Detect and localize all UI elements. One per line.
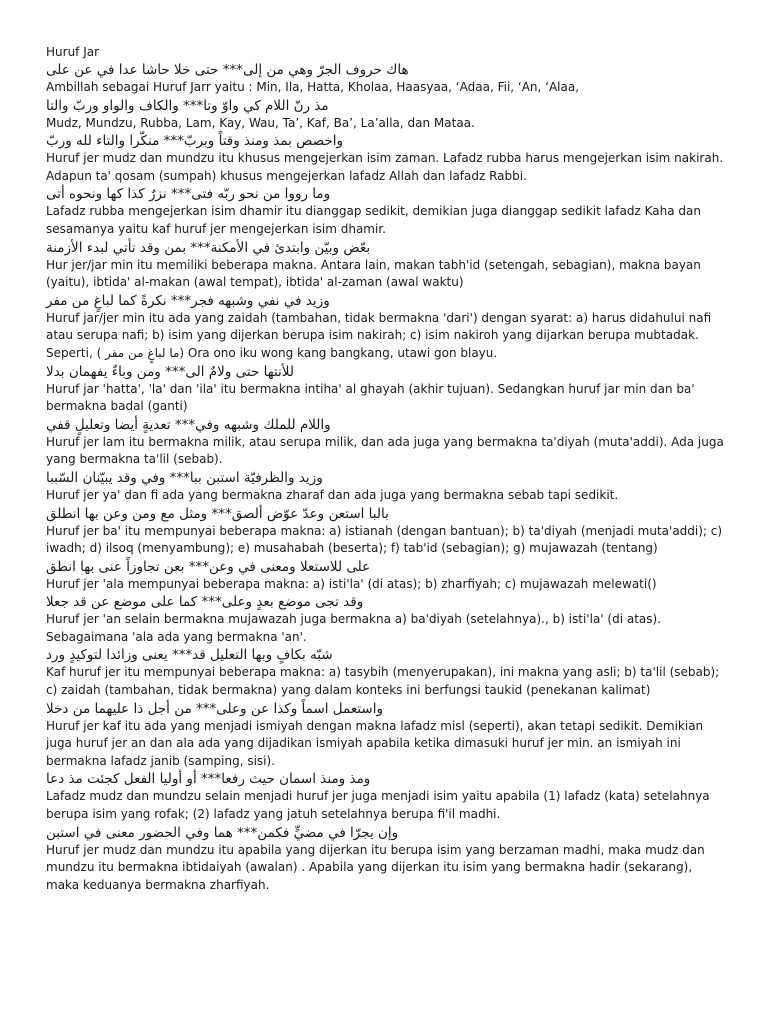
latin-explanation: Huruf jar 'hatta', 'la' dan 'ila' itu bermakna intiha' al ghayah (akhir tujuan). Sedangkan huruf jar min dan ba' bermakna badal (ganti)	[46, 381, 695, 414]
arabic-verse: شبّه بكافٍ وبها التعليل قد*** يعنى وزائدا لتوكيدٍ ورد	[46, 647, 333, 664]
latin-explanation: Huruf jer mudz dan mundzu itu apabila yang dijerkan itu berupa isim yang berzaman madhi, maka mudz dan mundzu itu bermakna ibtidaiyah (awalan) . Apabila yang dijerkan itu isim yang bermakna hadir (sekarang), maka keduanya bermakna zharfiyah.	[46, 842, 705, 892]
arabic-verse: مذ رنّ اللام كي واوّ وتا*** والكاف والواو وربّ والتا	[46, 97, 329, 114]
document-body	[46, 61, 726, 894]
document-page	[46, 44, 726, 894]
document-title: Huruf Jar	[46, 45, 100, 59]
latin-explanation: Huruf jer ba' itu mempunyai beberapa makna: a) istianah (dengan bantuan); b) ta'diyah (menjadi muta'addi); c) iwadh; d) ilsoq (menyambung); e) musahabah (beserta); f) tab'id (sebagian); g) mujawazah (tentang)	[46, 523, 723, 556]
latin-explanation: Huruf jer 'ala mempunyai beberapa makna: a) isti'la' (di atas); b) zharfiyah; c) mujawazah melewati()	[46, 576, 657, 591]
arabic-verse: وإن يجرّا في مضيٍّ فكمن*** هما وفي الحضور معنى في استبن	[46, 824, 399, 841]
latin-explanation: Mudz, Mundzu, Rubba, Lam, Kay, Wau, Ta’, Kaf, Ba’, La’alla, dan Mataa.	[46, 115, 475, 130]
latin-explanation: Hur jer/jar min itu memiliki beberapa makna. Antara lain, makan tabh'id (setengah, sebagian), makna bayan (yaitu), ibtida' al-makan (awal tempat), ibtida' al-zaman (awal waktu)	[46, 257, 701, 290]
latin-explanation: Ambillah sebagai Huruf Jarr yaitu : Min, Ila, Hatta, Kholaa, Haasyaa, ‘Adaa, Fii, ‘An, ‘Alaa,	[46, 80, 580, 94]
arabic-verse: ومذ ومنذ اسمان حيث رفعا*** أو أوليا الفعل كجئت مذ دعا	[46, 771, 371, 788]
latin-explanation: Huruf jer 'an selain bermakna mujawazah juga bermakna a) ba'diyah (setelahnya)., b) isti'la' (di atas). Sebagaimana 'ala ada yang bermakna 'an'.	[46, 612, 662, 644]
arabic-verse: للأنتها حتى ولامٌ الى*** ومن وباءٌ يفهمان بدلا	[46, 363, 294, 380]
arabic-verse: وزيد في نفي وشبهه فجر*** نكرةً كما لباغٍ من مفر	[46, 292, 330, 309]
latin-explanation: Huruf jar/jer min itu ada yang zaidah (tambahan, tidak bermakna 'dari') dengan syarat: a) harus didahului nafi atau serupa nafi; b) isim yang dijerkan berupa isim nakirah; c) isim nakiroh yang dijarkan berupa mubtadak. Seperti, ( ما لباغٍ من مفر) Ora ono iku wong kang bangkang, utawi gon blayu.	[46, 310, 712, 360]
arabic-verse: واخصص بمذ ومنذ وقتاً وبربّ*** منكّرا والتاء لله وربّ	[46, 133, 344, 150]
arabic-verse: وزيد والظرفيّة استبن ببا*** وفي وقد يبيّنان السّببا	[46, 469, 323, 486]
latin-explanation: Huruf jer ya' dan fi ada yang bermakna zharaf dan ada juga yang bermakna sebab tapi sedikit.	[46, 487, 619, 502]
arabic-verse: واللام للملك وشبهه وفي*** تعديةٍ أيضا وتعليلٍ قفي	[46, 416, 331, 433]
arabic-verse: بعّض وبيّن وابتدئ في الأمكنة*** بمن وقد تأتي لبدء الأزمنة	[46, 239, 371, 256]
arabic-verse: واستعمل اسماً وكذا عن وعلى*** من أجل ذا عليهما من دخلا	[46, 700, 383, 717]
arabic-verse: وقد تجى موضع بعدٍ وعلى*** كما على موضع عن قد جعلا	[46, 594, 364, 611]
latin-explanation: Huruf jer kaf itu ada yang menjadi ismiyah dengan makna lafadz misl (seperti), akan tetapi sedikit. Demikian juga huruf jer an dan ala ada yang dijadikan ismiyah apabila ketika dimasuki huruf jer min. an ismiyah ini bermakna lafadz janib (samping, sisi).	[46, 718, 704, 768]
latin-explanation: Huruf jer mudz dan mundzu itu khusus mengejerkan isim zaman. Lafadz rubba harus mengejerkan isim nakirah. Adapun ta' qosam (sumpah) khusus mengejerkan lafadz Allah dan lafadz Rabbi.	[46, 151, 724, 183]
latin-explanation: Kaf huruf jer itu mempunyai beberapa makna: a) tasybih (menyerupakan), ini makna yang asli; b) ta'lil (sebab); c) zaidah (tambahan, tidak bermakna) yang dalam konteks ini berfungsi taukid (penekanan kalimat)	[46, 665, 720, 698]
arabic-verse: بالبا استعن وعدّ عوّض ألصق*** ومثل مع ومن وعن بها انطلق	[46, 505, 389, 522]
latin-explanation: Huruf jer lam itu bermakna milik, atau serupa milik, dan ada juga yang bermakna ta'diyah (muta'addi). Ada juga yang bermakna ta'lil (sebab).	[46, 434, 724, 467]
arabic-verse: وما رووا من نحو ربّه فتى*** نزرٌ كذا كها ونحوه أتى	[46, 186, 331, 203]
latin-explanation: Lafadz mudz dan mundzu selain menjadi huruf jer juga menjadi isim yaitu apabila (1) lafadz (kata) setelahnya berupa isim yang rofak; (2) lafadz yang jatuh setelahnya berupa fi'il madhi.	[46, 789, 710, 822]
arabic-verse: هاك حروف الجرّ وهي من إلى*** حتى خلا حاشا عدا في عن على	[46, 62, 409, 78]
arabic-verse: على للاستعلا ومعنى في وعن*** بعن تجاوزاً عنى بها انطق	[46, 558, 371, 575]
latin-explanation: Lafadz rubba mengejerkan isim dhamir itu dianggap sedikit, demikian juga dianggap sedikit lafadz Kaha dan sesamanya yaitu kaf huruf jer mengejerkan isim dhamir.	[46, 204, 701, 236]
